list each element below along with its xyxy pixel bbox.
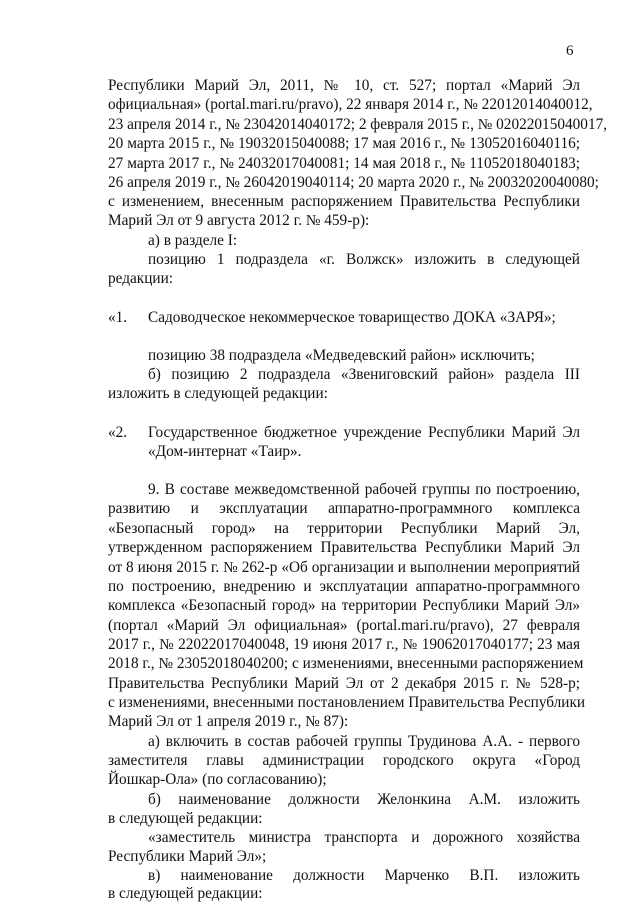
text-line: а) включить в состав рабочей группы Трудинова А.А. - первого [148, 733, 580, 750]
text-line: с изменением, внесенным распоряжением Правительства Республики [108, 193, 580, 210]
text-line: в следующей редакции: [108, 885, 263, 902]
text-line: 20 марта 2015 г., № 19032015040088; 17 мая 2016 г., № 13052016040116; [108, 135, 580, 152]
text-line: 23 апреля 2014 г., № 23042014040172; 2 февраля 2015 г., № 02022015040017, [108, 116, 608, 133]
text-line: позицию 38 подраздела «Медведевский район» исключить; [148, 347, 535, 364]
list-marker: «2. [108, 424, 128, 441]
text-line: заместителя главы администрации городского округа «Город [108, 752, 580, 769]
text-line: «заместитель министра транспорта и дорожного хозяйства [148, 829, 580, 846]
text-line: Йошкар-Ола» (по согласованию); [108, 771, 327, 788]
text-line: 2018 г., № 23052018040200; с изменениями, внесенными распоряжением [108, 655, 584, 672]
list-item-text: Государственное бюджетное учреждение Республики Марий Эл [148, 424, 580, 441]
text-line: (портал «Марий Эл официальная» (portal.mari.ru/pravo), 27 февраля [108, 617, 580, 634]
text-line: изложить в следующей редакции: [108, 385, 328, 402]
text-line: а) в разделе I: [148, 232, 238, 249]
text-line: б) позицию 2 подраздела «Звениговский район» раздела III [148, 366, 580, 383]
text-line: в следующей редакции: [108, 810, 263, 827]
text-line: по построению, внедрению и эксплуатации аппаратно-программного [108, 578, 580, 595]
text-line: Марий Эл от 1 апреля 2019 г., № 87): [108, 713, 349, 730]
text-line: официальная» (portal.mari.ru/pravo), 22 января 2014 г., № 22012014040012, [108, 96, 593, 113]
text-line: от 8 июня 2015 г. № 262-р «Об организации и выполнении мероприятий [108, 559, 580, 576]
text-line: развитию и эксплуатации аппаратно-программного комплекса [108, 500, 580, 517]
text-line: в) наименование должности Марченко В.П. изложить [148, 867, 580, 884]
text-line: 27 марта 2017 г., № 24032017040081; 14 мая 2018 г., № 11052018040183; [108, 155, 580, 172]
text-line: с изменениями, внесенными постановлением Правительства Республики [108, 694, 586, 711]
text-line: Республики Марий Эл, 2011, № 10, ст. 527; портал «Марий Эл [108, 77, 580, 94]
text-line: б) наименование должности Желонкина А.М. изложить [148, 791, 580, 808]
text-line: 26 апреля 2019 г., № 26042019040114; 20 марта 2020 г., № 20032020040080; [108, 174, 599, 191]
list-marker: «1. [108, 309, 128, 326]
text-line: «Безопасный город» на территории Республики Марий Эл, [108, 520, 580, 537]
text-line: позицию 1 подраздела «г. Волжск» изложить в следующей [148, 251, 580, 268]
list-item-text: «Дом-интернат «Таир». [148, 443, 302, 460]
text-line: Марий Эл от 9 августа 2012 г. № 459-р): [108, 212, 370, 229]
list-item-text: Садоводческое некоммерческое товарищество ДОКА «ЗАРЯ»; [148, 309, 556, 326]
text-line: комплекса «Безопасный город» на территории Республики Марий Эл» [108, 597, 580, 614]
text-line: Республики Марий Эл»; [108, 848, 267, 865]
text-line: редакции: [108, 270, 174, 287]
page-number: 6 [566, 43, 574, 59]
text-line: 2017 г., № 22022017040048, 19 июня 2017 г., № 19062017040177; 23 мая [108, 636, 580, 653]
text-line: утвержденном распоряжением Правительства Республики Марий Эл [108, 539, 580, 556]
text-line: Правительства Республики Марий Эл от 2 декабря 2015 г. № 528-р; [108, 675, 580, 692]
text-line: 9. В составе межведомственной рабочей группы по построению, [148, 481, 580, 498]
